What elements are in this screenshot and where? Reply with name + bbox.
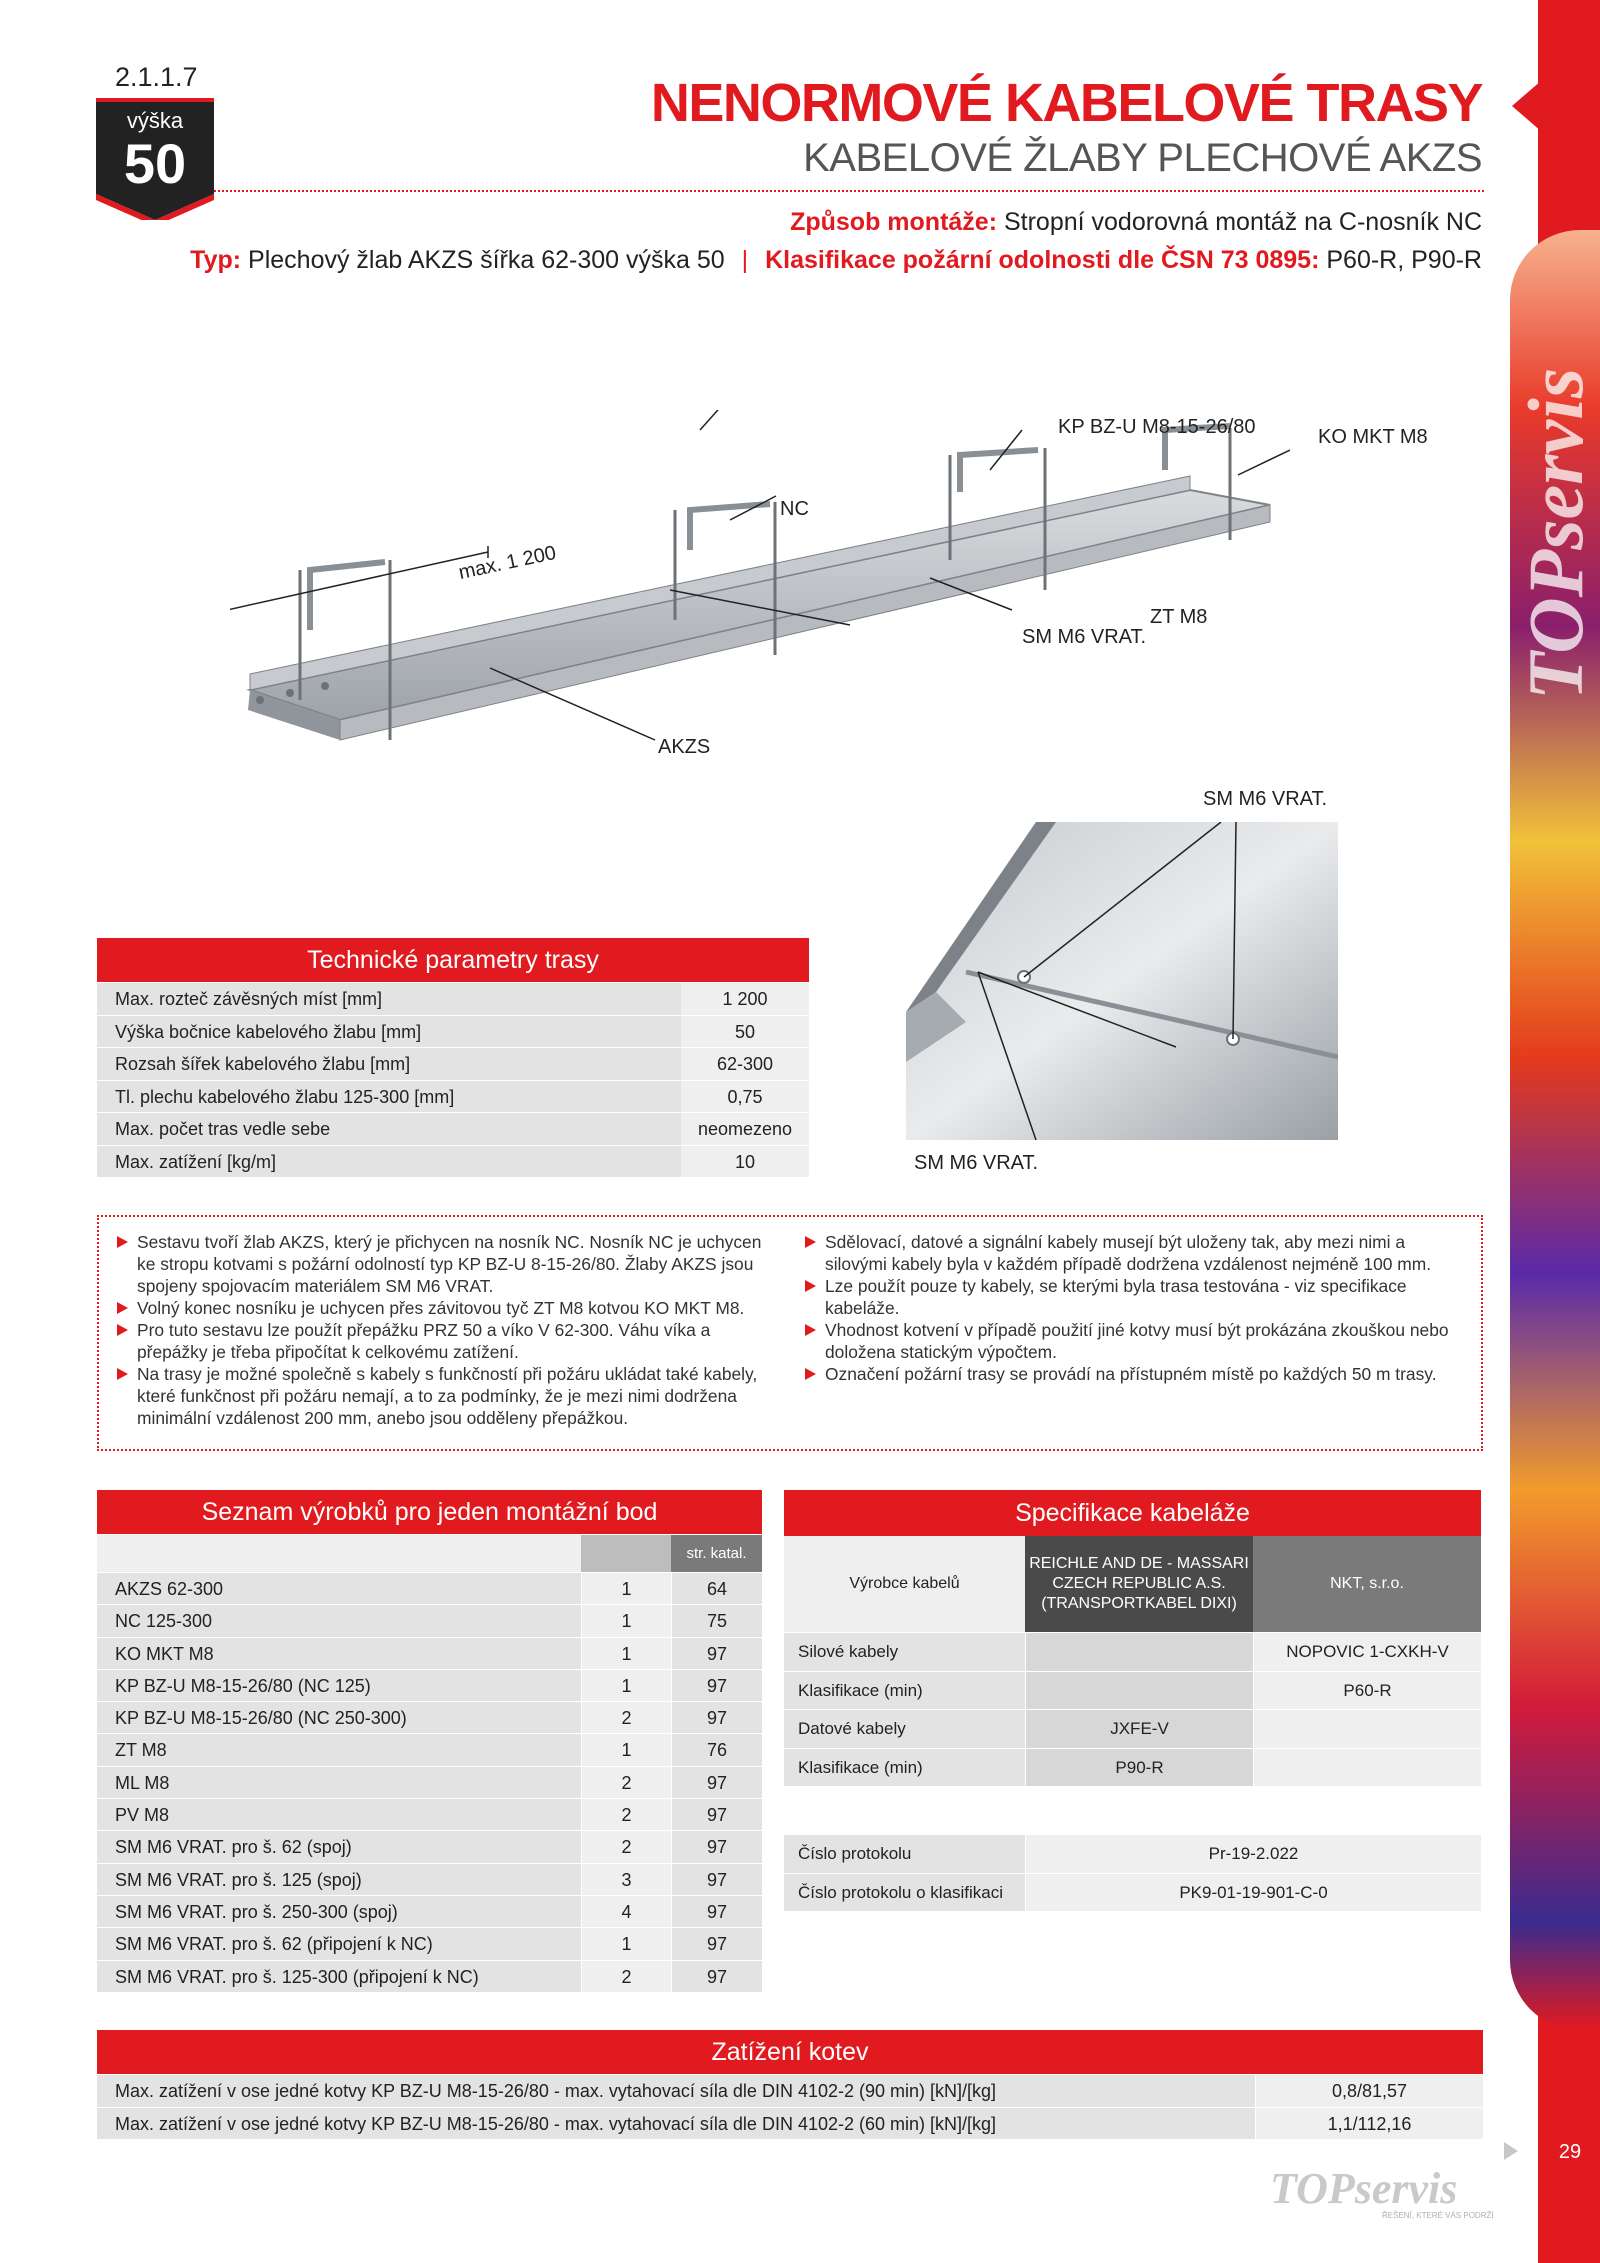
note-item: Na trasy je možné společně s kabely s funkčností při požáru ukládat také kabely, které funkčnost při požáru nemají, a to za podmínky, že je mezi nimi dodržena minimální vzdálenost 200 mm, anebo jsou odděleny přepážkou. — [115, 1363, 777, 1429]
note-item: Lze použít pouze ty kabely, se kterými byla trasa testována - viz specifikace kabeláže. — [803, 1275, 1465, 1319]
table-row: Max. zatížení v ose jedné kotvy KP BZ-U M8-15-26/80 - max. vytahovací síla dle DIN 4102-2 (90 min) [kN]/[kg] 0,8/81,57 — [97, 2074, 1483, 2107]
note-item: Pro tuto sestavu lze použít přepážku PRZ 50 a víko V 62-300. Váhu víka a přepážky je třeba připočítat k celkovému zatížení. — [115, 1319, 777, 1363]
anchor-load-table — [97, 2030, 1483, 2139]
table-row: Silové kabely NOPOVIC 1-CXKH-V — [784, 1632, 1481, 1671]
table-row: AKZS 62-300 1 64 — [97, 1572, 762, 1604]
cabling-table — [784, 1490, 1481, 1786]
side-brand-text: TOPservis — [1512, 367, 1599, 700]
notes-box — [97, 1215, 1483, 1451]
mount-value: Stropní vodorovná montáž na C-nosník NC — [1003, 208, 1482, 236]
label-max-spacing: max. 1 200 — [456, 541, 559, 585]
col-maker-b: NKT, s.r.o. — [1253, 1536, 1481, 1632]
page-subtitle: KABELOVÉ ŽLABY PLECHOVÉ AKZS — [803, 136, 1482, 180]
table-row: Výška bočnice kabelového žlabu [mm] 50 — [97, 1015, 809, 1048]
classification-value: P60-R, P90-R — [1326, 246, 1482, 274]
table-row: NC 125-300 1 75 — [97, 1604, 762, 1636]
notes-left — [115, 1231, 777, 1435]
side-notch — [1512, 80, 1542, 132]
detail-photo — [906, 822, 1338, 1140]
label-nc: NC — [780, 498, 809, 520]
table-row: SM M6 VRAT. pro š. 125-300 (připojení k NC) 2 97 — [97, 1960, 762, 1992]
table-row: SM M6 VRAT. pro š. 62 (spoj) 2 97 — [97, 1830, 762, 1862]
cabling-title: Specifikace kabeláže — [784, 1490, 1481, 1536]
table-row: Klasifikace (min) P90-R — [784, 1748, 1481, 1787]
brand-text: TOPservis — [1270, 2165, 1458, 2213]
table-row: Klasifikace (min) P60-R — [784, 1671, 1481, 1710]
label-akzs: AKZS — [658, 736, 711, 758]
table-row: Číslo protokolu o klasifikaci PK9-01-19-901-C-0 — [784, 1873, 1481, 1912]
page-number: 29 — [1558, 2141, 1582, 2163]
table-row: Max. počet tras vedle sebe neomezeno — [97, 1112, 809, 1145]
anchor-load-title: Zatížení kotev — [97, 2030, 1483, 2074]
classification-label: Klasifikace požární odolnosti dle ČSN 73 0895: — [765, 246, 1320, 274]
table-row: SM M6 VRAT. pro š. 250-300 (spoj) 4 97 — [97, 1895, 762, 1927]
table-row: Rozsah šířek kabelového žlabu [mm] 62-300 — [97, 1047, 809, 1080]
table-row: SM M6 VRAT. pro š. 125 (spoj) 3 97 — [97, 1863, 762, 1895]
label-sm: SM M6 VRAT. — [1022, 626, 1147, 648]
height-badge — [96, 98, 214, 220]
mount-label: Způsob montáže: — [790, 208, 998, 236]
section-number: 2.1.1.7 — [115, 62, 198, 92]
note-item: Sdělovací, datové a signální kabely musejí být uloženy tak, aby mezi nimi a silovými kabely byla v každém případě dodržena vzdálenost nejméně 100 mm. — [803, 1231, 1465, 1275]
type-label: Typ: — [190, 246, 242, 274]
label-kp: KP BZ-U M8-15-26/80 — [1058, 416, 1256, 438]
products-header — [97, 1534, 762, 1572]
table-row: Číslo protokolu Pr-19-2.022 — [784, 1834, 1481, 1873]
separator: | — [741, 246, 749, 274]
note-item: Vhodnost kotvení v případě použití jiné kotvy musí být prokázána zkouškou nebo doložena statickým výpočtem. — [803, 1319, 1465, 1363]
col-maker-a: REICHLE AND DE - MASSARI CZECH REPUBLIC A.S. (TRANSPORTKABEL DIXI) — [1025, 1536, 1253, 1632]
col-page-header: str. katal. — [671, 1535, 762, 1572]
mount-line — [790, 208, 1482, 237]
table-row: Max. zatížení [kg/m] 10 — [97, 1145, 809, 1178]
col-maker: Výrobce kabelů — [784, 1536, 1025, 1632]
table-row: PV M8 2 97 — [97, 1798, 762, 1830]
label-detail-top: SM M6 VRAT. — [1203, 788, 1328, 810]
type-value: Plechový žlab AKZS šířka 62-300 výška 50 — [248, 246, 725, 274]
table-row: SM M6 VRAT. pro š. 62 (připojení k NC) 1 97 — [97, 1927, 762, 1959]
table-row: KO MKT M8 1 97 — [97, 1637, 762, 1669]
products-title: Seznam výrobků pro jeden montážní bod — [97, 1490, 762, 1534]
badge-label: výška — [126, 108, 184, 133]
note-item: Sestavu tvoří žlab AKZS, který je přichycen na nosník NC. Nosník NC je uchycen ke stropu kotvami s požární odolností typ KP BZ-U 8-15-26/80. Žlaby AKZS jsou spojeny spojovacím materiálem SM M6 VRAT. — [115, 1231, 777, 1297]
table-row: Datové kabely JXFE-V — [784, 1709, 1481, 1748]
tech-params-title: Technické parametry trasy — [97, 938, 809, 982]
type-line — [190, 246, 1482, 275]
badge-value: 50 — [123, 132, 187, 195]
table-row: ML M8 2 97 — [97, 1766, 762, 1798]
protocol-table — [784, 1834, 1481, 1911]
table-row: Max. zatížení v ose jedné kotvy KP BZ-U M8-15-26/80 - max. vytahovací síla dle DIN 4102-2 (60 min) [kN]/[kg] 1,1/112,16 — [97, 2107, 1483, 2140]
page-arrow-icon — [1504, 2142, 1518, 2160]
tech-params-table — [97, 938, 809, 1177]
table-row: KP BZ-U M8-15-26/80 (NC 125) 1 97 — [97, 1669, 762, 1701]
table-row: Max. rozteč závěsných míst [mm] 1 200 — [97, 982, 809, 1015]
cabling-header — [784, 1536, 1481, 1632]
table-row: KP BZ-U M8-15-26/80 (NC 250-300) 2 97 — [97, 1701, 762, 1733]
notes-right — [803, 1231, 1465, 1435]
label-ko: KO MKT M8 — [1318, 426, 1428, 448]
products-table — [97, 1490, 762, 1992]
page-title: NENORMOVÉ KABELOVÉ TRASY — [650, 73, 1482, 133]
label-zt: ZT M8 — [1150, 606, 1208, 628]
dotted-divider — [214, 190, 1484, 192]
brand-tagline: ŘEŠENÍ, KTERÉ VÁS PODRŽÍ — [1382, 2211, 1494, 2220]
note-item: Označení požární trasy se provádí na přístupném místě po každých 50 m trasy. — [803, 1363, 1465, 1385]
label-detail-bottom: SM M6 VRAT. — [914, 1152, 1039, 1174]
table-row: Tl. plechu kabelového žlabu 125-300 [mm] 0,75 — [97, 1080, 809, 1113]
cable-tray-illustration — [230, 410, 1290, 750]
note-item: Volný konec nosníku je uchycen přes závitovou tyč ZT M8 kotvou KO MKT M8. — [115, 1297, 777, 1319]
table-row: ZT M8 1 76 — [97, 1733, 762, 1765]
side-brand-logo — [1500, 240, 1600, 710]
brand-logo — [1270, 2165, 1502, 2221]
